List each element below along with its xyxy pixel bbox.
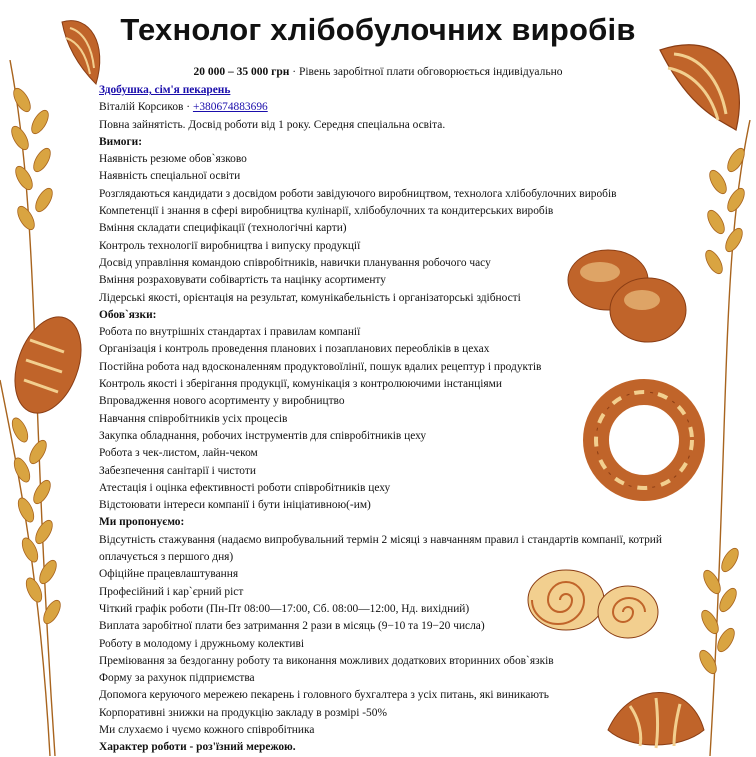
requirement-item: Вміння складати специфікації (технологічні карти): [99, 222, 347, 235]
requirement-item: Лідерські якості, орієнтація на результат, комунікабельність і організаторські здібності: [99, 291, 521, 304]
offer-item: Преміювання за бездоганну роботу та виконання можливих додаткових вторинних обов`язків: [99, 654, 554, 667]
wheat-left-illustration: [0, 60, 95, 756]
requirement-item: Контроль технології виробництва і випуску продукції: [99, 239, 361, 252]
vacancy-content: [99, 82, 709, 757]
requirement-item: Розглядаються кандидати з досвідом роботи завідуючого виробництвом, технолога хлібобулочних виробів: [99, 187, 617, 200]
duty-item: Робота з чек-листом, лайн-чеком: [99, 447, 258, 460]
duty-item: Впровадження нового асортименту у виробництво: [99, 395, 345, 408]
phone-link[interactable]: +380674883696: [192, 101, 268, 114]
duty-item: Організація і контроль проведення планових і позапланових переобліків в цехах: [99, 343, 490, 356]
offer-item: Ми слухаємо і чуємо кожного співробітника: [99, 723, 315, 736]
duty-item: Атестація і оцінка ефективності роботи співробітників цеху: [99, 481, 391, 494]
offers-heading: Ми пропонуємо:: [99, 516, 185, 529]
duty-item: Робота по внутрішніх стандартах і правилам компанії: [99, 326, 361, 339]
company-link[interactable]: Здобушка, сім'я пекарень: [99, 84, 231, 96]
salary-separator: ·: [289, 66, 299, 78]
offer-item: Чіткий графік роботи (Пн-Пт 08:00—17:00, Сб. 08:00—12:00, Нд. вихідний): [99, 602, 470, 615]
page-title: Технолог хлібобулочних виробів: [120, 12, 636, 47]
salary-line: [0, 66, 756, 78]
duty-item: Забезпечення санітарії і чистоти: [99, 464, 256, 477]
requirement-item: Наявність спеціальної освіти: [99, 170, 241, 183]
duty-item: Навчання співробітників усіх процесів: [99, 412, 288, 425]
salary-note: Рівень заробітної плати обговорюється індивідуально: [298, 66, 563, 78]
duty-item: Постійна робота над вдосконаленням продуктовоїлінії, пошук вдалих рецептур і продуктів: [99, 360, 542, 373]
offer-item: Форму за рахунок підприємства: [99, 672, 255, 685]
requirements-heading: Вимоги:: [99, 135, 142, 148]
bread-loaf-illustration: [8, 310, 88, 420]
work-character-note: Характер роботи - роз'їзний мережою.: [99, 741, 296, 754]
requirement-item: Досвід управління командою співробітників, навички планування робочого часу: [99, 256, 491, 269]
contact-line: [99, 99, 709, 116]
employment-info: Повна зайнятість. Досвід роботи від 1 року. Середня спеціальна освіта.: [99, 118, 446, 131]
requirement-item: Вміння розраховувати собівартість та націнку асортименту: [99, 274, 386, 287]
duty-item: Відстоювати інтереси компанії і бути ініціативною(-им): [99, 499, 371, 512]
duty-item: Закупка обладнання, робочих інструментів для співробітників цеху: [99, 429, 427, 442]
contact-separator: ·: [183, 101, 193, 114]
requirement-item: Компетенції і знання в сфері виробництва кулінарії, хлібобулочних та кондитерських виробів: [99, 205, 554, 218]
duty-item: Контроль якості і зберігання продукції, комунікація з контролюючими інстанціями: [99, 378, 502, 391]
offer-item: Допомога керуючого мережею пекарень і головного бухгалтера з усіх питань, які виникають: [99, 689, 549, 702]
offer-item: Професійний і кар`єрний ріст: [99, 585, 244, 598]
offer-item: Відсутність стажування (надаємо випробувальний термін 2 місяці з навчанням правил і стандартів компанії, котрий оплачується з першого дня): [99, 533, 662, 564]
salary-range: 20 000 – 35 000 грн: [193, 66, 290, 78]
requirement-item: Наявність резюме обов`язково: [99, 153, 247, 166]
offer-item: Корпоративні знижки на продукцію закладу в розмірі -50%: [99, 706, 387, 719]
contact-person: Віталій Корсиков: [99, 101, 184, 114]
duties-heading: Обов`язки:: [99, 308, 157, 321]
offer-item: Офіційне працевлаштування: [99, 568, 239, 581]
offer-item: Виплата заробітної плати без затримання 2 рази в місяць (9−10 та 19−20 числа): [99, 620, 485, 633]
offer-item: Роботу в молодому і дружньому колективі: [99, 637, 305, 650]
